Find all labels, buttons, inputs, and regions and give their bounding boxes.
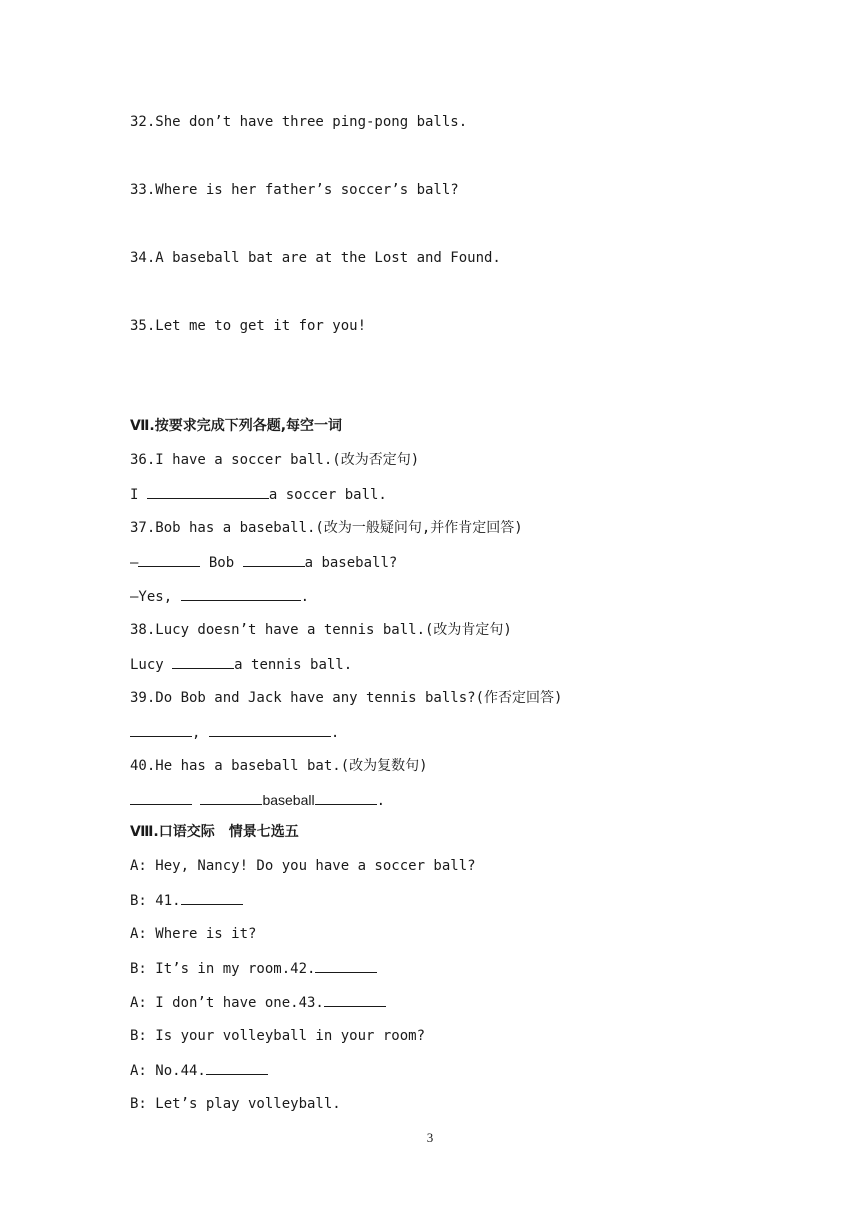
dialogue-line: A: Hey, Nancy! Do you have a soccer ball?: [130, 858, 476, 874]
dialogue-text: B: 41.: [130, 893, 181, 909]
dialogue-text: A: I don’t have one.43.: [130, 995, 324, 1011]
dialogue-line: A: Where is it?: [130, 926, 257, 942]
answer-line-37b: [130, 587, 309, 606]
question-40: 40.He has a baseball bat.(改为复数句): [130, 758, 428, 774]
answer-37b-prefix: —Yes,: [130, 589, 181, 605]
answer-blank[interactable]: [138, 553, 200, 567]
dialogue-line: [130, 1061, 268, 1080]
error-sentence-33: 33.Where is her father’s soccer’s ball?: [130, 182, 459, 198]
answer-line-40: [130, 791, 385, 810]
answer-38-prefix: Lucy: [130, 657, 173, 673]
error-sentence-34: 34.A baseball bat are at the Lost and Found.: [130, 250, 501, 266]
answer-blank-41[interactable]: [181, 891, 243, 905]
dialogue-text: A: No.44.: [130, 1063, 206, 1079]
dialogue-line: B: Let’s play volleyball.: [130, 1096, 341, 1112]
dialogue-text: B: It’s in my room.42.: [130, 961, 316, 977]
answer-37b-suffix: .: [300, 589, 310, 605]
page-number: 3: [426, 1130, 434, 1145]
answer-blank[interactable]: [200, 791, 262, 805]
answer-line-38: [130, 655, 352, 674]
answer-37a-mid: Bob: [200, 555, 243, 571]
error-sentence-32: 32.She don’t have three ping-pong balls.: [130, 114, 468, 130]
answer-blank-43[interactable]: [324, 993, 386, 1007]
answer-blank[interactable]: [243, 553, 305, 567]
answer-40-mid: baseball: [262, 792, 315, 808]
dialogue-line: [130, 993, 386, 1012]
question-37: 37.Bob has a baseball.(改为一般疑问句,并作肯定回答): [130, 520, 523, 536]
answer-blank-42[interactable]: [315, 959, 377, 973]
question-36: 36.I have a soccer ball.(改为否定句): [130, 452, 420, 468]
dialogue-line: B: Is your volleyball in your room?: [130, 1028, 426, 1044]
answer-36-suffix: a soccer ball.: [268, 487, 387, 503]
answer-39-suffix: .: [330, 725, 340, 741]
answer-line-37a: [130, 553, 397, 572]
answer-36-prefix: I: [130, 487, 147, 503]
dialogue-line: [130, 891, 243, 910]
answer-blank[interactable]: [181, 587, 301, 601]
answer-38-suffix: a tennis ball.: [234, 657, 353, 673]
answer-line-39: [130, 723, 339, 742]
answer-blank[interactable]: [172, 655, 234, 669]
dialogue-line: [130, 959, 377, 978]
answer-40-suffix: .: [376, 793, 386, 809]
section-7-heading: Ⅶ.按要求完成下列各题,每空一词: [130, 418, 343, 434]
answer-blank[interactable]: [147, 485, 269, 499]
error-sentence-35: 35.Let me to get it for you!: [130, 318, 367, 334]
question-39: 39.Do Bob and Jack have any tennis balls?(作否定回答): [130, 690, 563, 706]
answer-blank[interactable]: [130, 791, 192, 805]
answer-39-mid: ,: [192, 725, 209, 741]
answer-blank[interactable]: [315, 791, 377, 805]
dash-prefix: —: [130, 555, 139, 571]
answer-blank[interactable]: [209, 723, 331, 737]
answer-blank[interactable]: [130, 723, 192, 737]
answer-line-36: [130, 485, 387, 504]
section-8-heading: Ⅷ.口语交际 情景七选五: [130, 824, 299, 840]
question-38: 38.Lucy doesn’t have a tennis ball.(改为肯定句): [130, 622, 512, 638]
answer-37a-suffix: a baseball?: [304, 555, 398, 571]
answer-blank-44[interactable]: [206, 1061, 268, 1075]
